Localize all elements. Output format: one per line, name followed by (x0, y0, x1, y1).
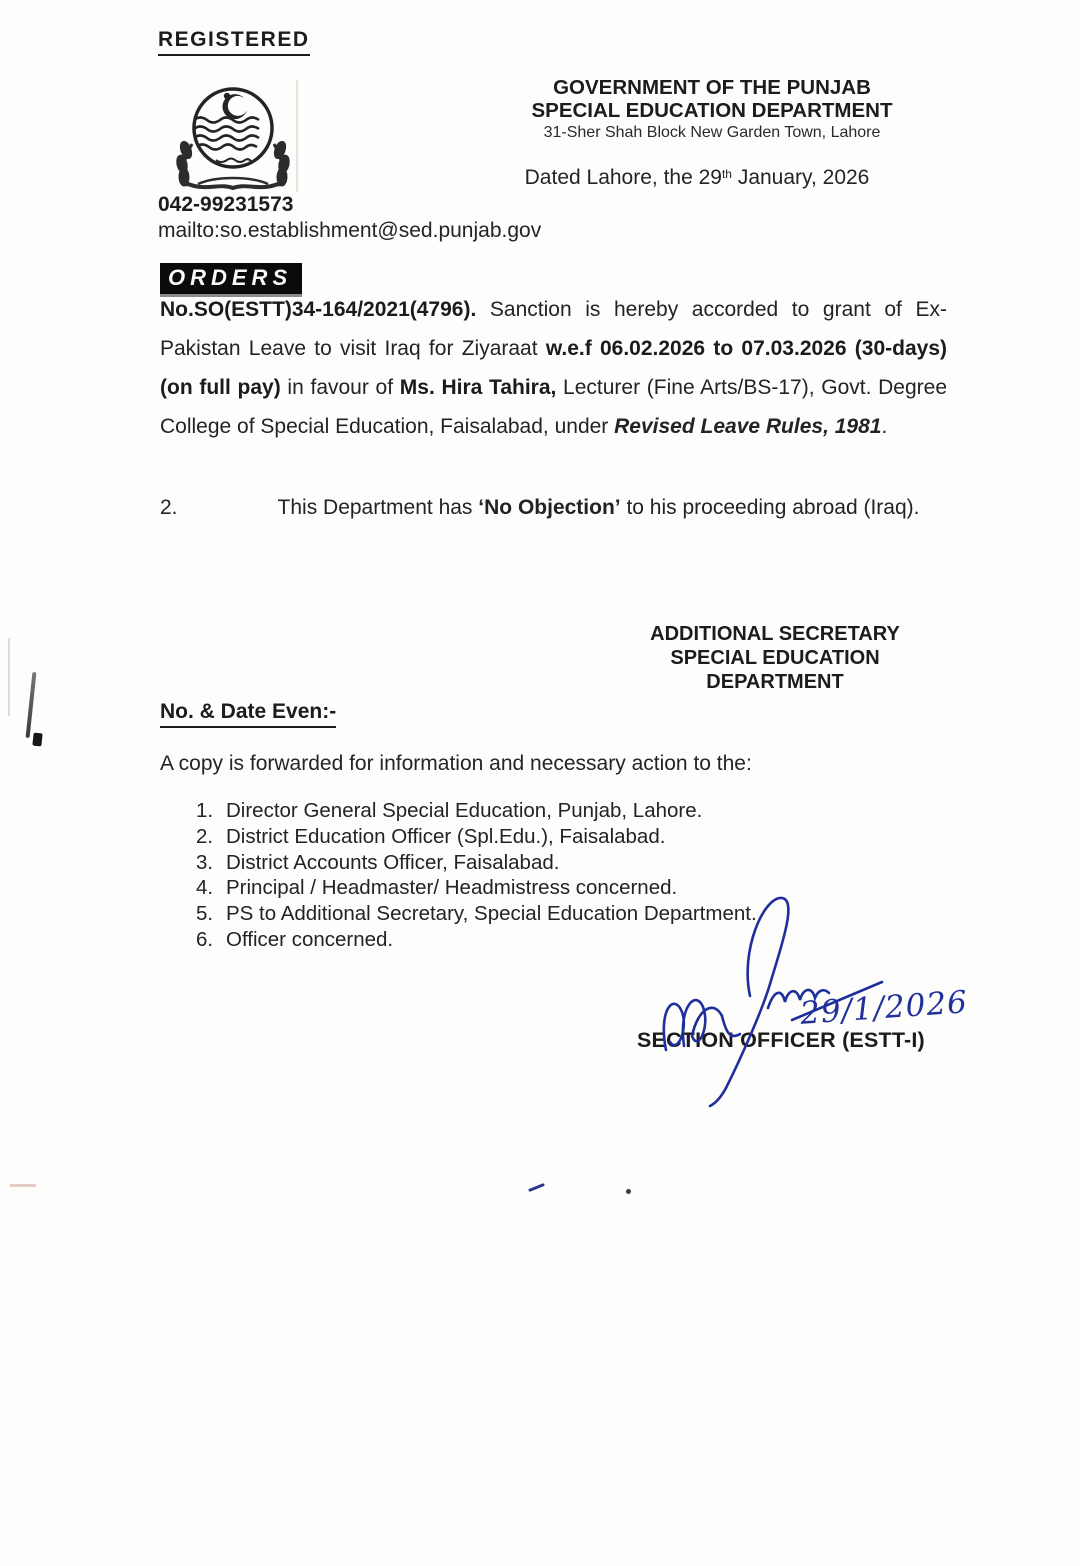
leave-dates: w.e.f 06.02.2026 to 07.03.2026 (30-days) (on full pay) (160, 337, 947, 399)
paragraph-number: 2. (160, 496, 178, 519)
signatory-designation: ADDITIONAL SECRETARY SPECIAL EDUCATION DEPARTMENT (650, 623, 900, 693)
officer-name: Ms. Hira Tahira, (399, 376, 557, 399)
email-address: mailto:so.establishment@sed.punjab.gov (158, 219, 542, 242)
scan-edge-artifact (8, 638, 10, 716)
punjab-crest-icon (158, 76, 308, 198)
dated-line: Dated Lahore, the 29th January, 2026 (524, 166, 870, 189)
list-item: Principal / Headmaster/ Headmistress concerned. (226, 876, 678, 900)
list-item: Director General Special Education, Punjab, Lahore. (226, 799, 703, 822)
list-item: District Education Officer (Spl.Edu.), Faisalabad. (226, 824, 666, 848)
reference-number: No.SO(ESTT)34-164/2021(4796). (160, 298, 477, 321)
registered-label: REGISTERED (158, 28, 310, 56)
phone-number: 042-99231573 (158, 193, 294, 216)
handwritten-date: 29/1/2026 (798, 984, 970, 1032)
no-and-date-label: No. & Date Even:- (160, 700, 336, 728)
letterhead-address: 31-Sher Shah Block New Garden Town, Lahore (543, 124, 881, 141)
copy-forwarded-line: A copy is forwarded for information and necessary action to the: (160, 752, 752, 775)
order-paragraph-2: 2. This Department has ‘No Objection’ to his proceeding abroad (Iraq). (160, 496, 920, 519)
section-officer-title: SECTION OFFICER (ESTT-I) (637, 1028, 925, 1052)
scan-fold-line (296, 80, 298, 192)
date-ordinal: th (721, 167, 732, 181)
list-item: PS to Additional Secretary, Special Education Department. (226, 902, 757, 926)
letterhead-line1: GOVERNMENT OF THE PUNJAB (553, 76, 871, 99)
pen-mark-blob-artifact (32, 733, 42, 747)
letterhead (497, 76, 927, 142)
list-item: Officer concerned. (226, 927, 394, 951)
pen-mark-artifact (26, 672, 37, 738)
no-objection-phrase: ‘No Objection’ (478, 496, 621, 519)
letterhead-line2: SPECIAL EDUCATION DEPARTMENT (531, 99, 893, 122)
orders-heading: ORDERS (160, 263, 302, 297)
order-paragraph-1: No.SO(ESTT)34-164/2021(4796). Sanction is hereby accorded to grant of Ex-Pakistan Leave to visit Iraq for Ziyaraat w.e.f 06.02.2026 to 07.03.2026 (30-days) (on full pay) in favour of Ms. Hira Tahira, Lecturer (Fine Arts/BS-17), Govt. Degree College of Special Education, Faisalabad, under Revised Leave Rules, 1981. (160, 298, 947, 438)
speck-artifact (626, 1189, 631, 1194)
ink-dash-artifact (528, 1183, 545, 1192)
faint-speck-artifact (10, 1184, 36, 1187)
list-item: District Accounts Officer, Faisalabad. (226, 850, 560, 874)
leave-rules-reference: Revised Leave Rules, 1981 (614, 415, 882, 438)
